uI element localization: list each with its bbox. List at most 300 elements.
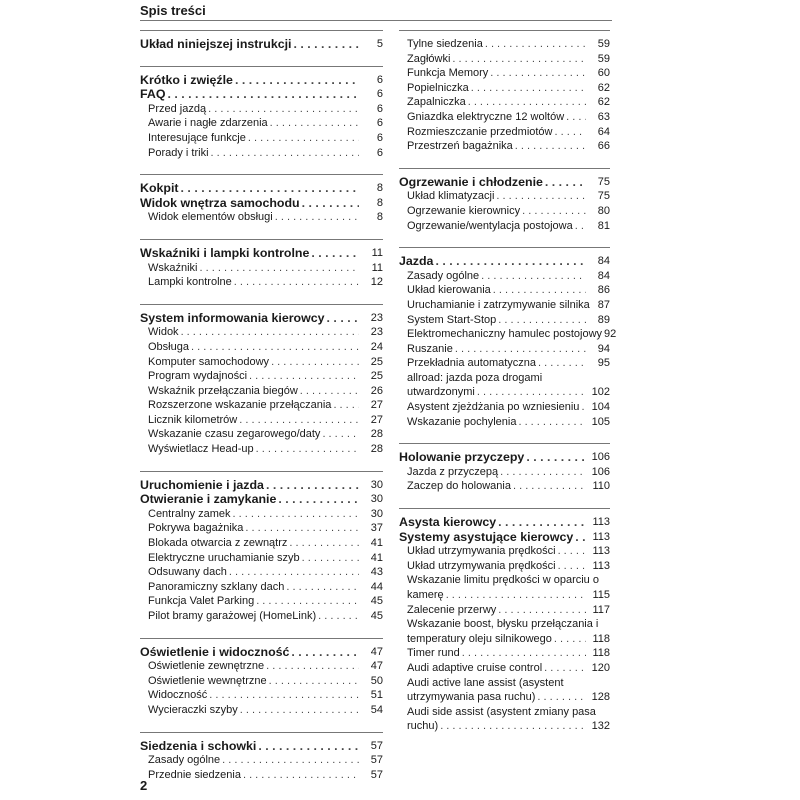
toc-entry-label: Asysta kierowcy	[399, 515, 497, 530]
toc-entry[interactable]	[399, 690, 610, 705]
dot-leader	[518, 415, 586, 430]
toc-page-number: 64	[597, 125, 610, 138]
toc-entry[interactable]	[399, 283, 610, 298]
toc-page-number: 30	[370, 493, 383, 506]
toc-entry-label: Otwieranie i zamykanie	[140, 492, 277, 507]
toc-entry-label: Przednie siedzenia	[148, 768, 241, 781]
toc-entry-label: Tylne siedzenia	[407, 38, 483, 50]
toc-entry-label: FAQ	[140, 87, 166, 102]
toc-entry-label: Uruchomienie i jazda	[140, 477, 264, 492]
toc-page-number: 60	[597, 67, 610, 80]
toc-section	[399, 30, 610, 154]
toc-entry[interactable]	[140, 427, 383, 442]
toc-chapter[interactable]	[140, 246, 383, 261]
toc-entry-label: Wskazanie pochylenia	[407, 415, 517, 428]
toc-entry-label: ruchu)	[407, 720, 439, 733]
toc-entry[interactable]	[140, 768, 383, 783]
toc-page-number: 43	[370, 566, 383, 579]
dot-leader	[544, 661, 586, 676]
toc-entry-label: Rozszerzone wskazanie przełączania	[148, 399, 332, 412]
toc-entry-label: Elektryczne uruchamianie szyb	[148, 551, 300, 564]
toc-entry[interactable]	[140, 594, 383, 609]
toc-page-number: 30	[370, 478, 383, 491]
toc-entry-label: Układ kierowania	[407, 284, 491, 297]
dot-leader	[239, 413, 359, 428]
dot-leader	[477, 385, 586, 400]
toc-entry[interactable]	[399, 269, 610, 284]
toc-entry[interactable]	[140, 703, 383, 718]
dot-leader	[270, 116, 359, 131]
toc-entry[interactable]	[140, 536, 383, 551]
toc-page-number: 75	[597, 175, 610, 188]
toc-entry-label: Centralny zamek	[148, 507, 231, 520]
toc-entry-label-line: Wskazanie limitu prędkości w oparciu o	[407, 574, 599, 587]
toc-entry[interactable]	[399, 646, 610, 661]
dot-leader	[468, 95, 586, 110]
toc-entry-label: Licznik kilometrów	[148, 413, 238, 426]
toc-page-number: 89	[597, 313, 610, 326]
toc-entry-label: Uruchamianie i zatrzymywanie silnika	[407, 298, 590, 311]
toc-page-number: 57	[370, 768, 383, 781]
toc-page-number: 27	[370, 413, 383, 426]
toc-section	[399, 168, 610, 233]
dot-leader	[167, 87, 359, 102]
dot-leader	[258, 739, 359, 754]
header-rule	[140, 20, 612, 21]
toc-entry-label: Wycieraczki szyby	[148, 703, 238, 716]
toc-page-number: 5	[376, 38, 383, 50]
dot-leader	[515, 139, 586, 154]
dot-leader	[498, 515, 586, 530]
toc-page-number: 94	[597, 342, 610, 355]
toc-page-number: 105	[591, 415, 610, 428]
toc-page-number: 6	[376, 102, 383, 115]
toc-page-number: 113	[592, 559, 610, 572]
toc-chapter[interactable]	[140, 87, 383, 102]
toc-entry-label: Program wydajności	[148, 370, 248, 383]
dot-leader	[555, 125, 587, 140]
toc-entry-label: Wyświetlacz Head-up	[148, 443, 254, 456]
toc-entry[interactable]	[140, 275, 383, 290]
dot-leader	[558, 559, 586, 574]
dot-leader	[558, 544, 586, 559]
toc-entry[interactable]	[399, 95, 610, 110]
toc-page-number: 30	[370, 507, 383, 520]
toc-entry[interactable]	[140, 753, 383, 768]
dot-leader	[275, 210, 359, 225]
toc-entry[interactable]	[399, 544, 610, 559]
toc-chapter[interactable]	[140, 37, 383, 52]
dot-leader	[455, 342, 586, 357]
toc-entry[interactable]	[140, 210, 383, 225]
toc-entry[interactable]	[140, 340, 383, 355]
toc-chapter[interactable]	[399, 530, 610, 545]
toc-entry[interactable]	[140, 398, 383, 413]
dot-leader	[440, 719, 586, 734]
toc-section	[140, 732, 383, 783]
dot-leader	[234, 275, 359, 290]
toc-entry[interactable]	[399, 66, 610, 81]
toc-entry[interactable]	[399, 632, 610, 647]
toc-page-number: 23	[370, 311, 383, 324]
toc-page-number: 45	[370, 595, 383, 608]
toc-entry-label: Przekładnia automatyczna	[407, 357, 537, 370]
toc-column-left	[140, 30, 383, 796]
toc-entry-label: Zasady ogólne	[407, 269, 480, 282]
dot-leader	[243, 768, 359, 783]
dot-leader	[327, 311, 359, 326]
toc-entry[interactable]	[140, 551, 383, 566]
toc-page-number: 113	[592, 545, 610, 558]
toc-entry-label: utrzymywania pasa ruchu)	[407, 691, 536, 704]
toc-entry[interactable]	[399, 327, 617, 342]
toc-entry-label: Zasady ogólne	[148, 754, 221, 767]
toc-page-number: 28	[370, 443, 383, 456]
toc-entry-label: Porady i triki	[148, 146, 209, 159]
toc-page-number: 37	[370, 522, 383, 535]
toc-page-number: 47	[370, 645, 383, 658]
toc-section	[140, 471, 383, 624]
toc-entry-label: Widok	[148, 326, 179, 339]
dot-leader	[471, 81, 586, 96]
toc-entry-label: Jazda z przyczepą	[407, 465, 499, 478]
toc-page-number: 26	[370, 384, 383, 397]
toc-page-number: 8	[376, 182, 383, 195]
toc-entry[interactable]	[399, 125, 610, 140]
toc-page-number: 63	[597, 110, 610, 123]
toc-entry[interactable]	[399, 400, 610, 415]
toc-page-number: 115	[592, 589, 610, 601]
dot-leader	[249, 369, 359, 384]
toc-entry-label: Układ niniejszej instrukcji	[140, 37, 292, 51]
toc-entry-label: Wskaźniki i lampki kontrolne	[140, 245, 310, 260]
dot-leader	[245, 521, 359, 536]
dot-leader	[452, 52, 586, 67]
dot-leader	[322, 427, 359, 442]
toc-entry-label: Widok elementów obsługi	[148, 211, 273, 224]
dot-leader	[235, 73, 359, 88]
toc-entry-label: Gniazdka elektryczne 12 woltów	[407, 110, 565, 123]
toc-entry[interactable]	[399, 189, 610, 204]
toc-section	[399, 247, 617, 429]
dot-leader	[229, 565, 359, 580]
toc-chapter[interactable]	[399, 450, 610, 465]
toc-page-number: 6	[376, 73, 383, 86]
toc-entry-label: Elektromechaniczny hamulec postojowy	[407, 328, 603, 341]
dot-leader	[200, 261, 359, 276]
toc-entry-label: Asystent zjeżdżania po wzniesieniu	[407, 401, 580, 414]
toc-page-number: 62	[597, 81, 610, 94]
toc-section	[399, 443, 610, 494]
toc-entry[interactable]	[140, 688, 383, 703]
toc-entry-label: Funkcja Memory	[407, 67, 489, 80]
toc-entry-label: Systemy asystujące kierowcy	[399, 529, 574, 544]
toc-entry[interactable]	[140, 116, 383, 131]
dot-leader	[291, 645, 359, 660]
toc-entry-label: Rozmieszczanie przedmiotów	[407, 125, 553, 138]
toc-section	[140, 239, 383, 290]
toc-entry-label: utwardzonymi	[407, 386, 475, 399]
dot-leader	[266, 478, 359, 493]
toc-entry-label: Oświetlenie i widoczność	[140, 644, 290, 659]
toc-entry-label: Oświetlenie wewnętrzne	[148, 674, 267, 687]
dot-leader	[435, 254, 586, 269]
toc-entry-label: Odsuwany dach	[148, 566, 227, 579]
toc-entry[interactable]	[399, 661, 610, 676]
toc-page-number: 75	[597, 190, 610, 203]
toc-entry-label-line: Audi active lane assist (asystent	[407, 676, 564, 689]
toc-page-number: 95	[597, 357, 610, 370]
toc-entry[interactable]	[399, 465, 610, 480]
toc-page-number: 86	[597, 284, 610, 297]
dot-leader	[302, 196, 359, 211]
toc-entry[interactable]	[399, 719, 610, 734]
toc-entry[interactable]	[399, 52, 610, 67]
toc-page-number: 84	[597, 269, 610, 282]
dot-leader	[481, 269, 586, 284]
toc-page-number: 102	[591, 386, 610, 399]
toc-entry[interactable]	[399, 385, 610, 400]
toc-page-number: 118	[592, 647, 610, 660]
toc-page-number: 110	[592, 480, 610, 493]
dot-leader	[554, 632, 586, 647]
toc-entry-label: Awarie i nagłe zdarzenia	[148, 117, 268, 130]
toc-chapter[interactable]	[140, 73, 383, 88]
dot-leader	[300, 384, 359, 399]
dot-leader	[575, 530, 586, 545]
toc-page-number: 44	[370, 580, 383, 593]
toc-entry[interactable]	[140, 413, 383, 428]
toc-page-number: 25	[370, 370, 383, 383]
toc-entry[interactable]	[399, 37, 610, 52]
toc-page-number: 51	[370, 689, 383, 702]
toc-entry[interactable]	[140, 580, 383, 595]
toc-entry[interactable]	[399, 204, 610, 219]
toc-chapter[interactable]	[140, 739, 383, 754]
toc-entry[interactable]	[399, 139, 610, 154]
toc-entry-label: Obsługa	[148, 340, 189, 353]
toc-entry-label: Popielniczka	[407, 81, 469, 94]
toc-entry-label: Blokada otwarcia z zewnątrz	[148, 537, 288, 550]
dot-leader	[575, 219, 586, 234]
toc-entry-label: Zaczep do holowania	[407, 480, 511, 493]
toc-page-number: 23	[370, 326, 383, 339]
toc-entry-label: Ogrzewanie kierownicy	[407, 204, 521, 217]
toc-entry[interactable]	[140, 102, 383, 117]
toc-entry[interactable]	[140, 565, 383, 580]
toc-page-number: 6	[376, 131, 383, 144]
toc-entry-label: Ruszanie	[407, 342, 453, 355]
toc-section	[140, 66, 383, 161]
dot-leader	[500, 465, 586, 480]
dot-leader	[311, 246, 359, 261]
toc-entry-label: Wskazanie czasu zegarowego/daty	[148, 428, 321, 441]
toc-page-number: 6	[376, 117, 383, 130]
dot-leader	[462, 646, 586, 661]
toc-entry[interactable]	[140, 325, 383, 340]
toc-entry-label: Wskaźniki	[148, 261, 198, 274]
toc-chapter[interactable]	[140, 478, 383, 493]
toc-entry-label: Przestrzeń bagażnika	[407, 140, 513, 153]
toc-entry-label: Przed jazdą	[148, 102, 207, 115]
toc-entry-label: Ogrzewanie i chłodzenie	[399, 174, 543, 189]
dot-leader	[566, 110, 586, 125]
toc-entry-label: kamerę	[407, 589, 444, 601]
dot-leader	[485, 37, 586, 52]
toc-entry-label: Lampki kontrolne	[148, 276, 232, 289]
toc-entry-label: System Start-Stop	[407, 313, 497, 326]
toc-page-number: 59	[597, 52, 610, 65]
toc-entry-label: Pokrywa bagażnika	[148, 522, 244, 535]
dot-leader	[498, 603, 586, 618]
dot-leader	[278, 492, 359, 507]
dot-leader	[181, 181, 359, 196]
toc-page-number: 80	[597, 204, 610, 217]
toc-entry-label: Układ utrzymywania prędkości	[407, 559, 556, 572]
dot-leader	[302, 551, 359, 566]
toc-entry-label: temperatury oleju silnikowego	[407, 632, 552, 645]
toc-chapter[interactable]	[140, 492, 383, 507]
toc-column-right	[399, 30, 617, 748]
toc-entry-label: Układ utrzymywania prędkości	[407, 545, 556, 558]
toc-entry[interactable]	[399, 342, 610, 357]
toc-entry[interactable]	[140, 521, 383, 536]
toc-entry[interactable]	[399, 81, 610, 96]
dot-leader	[209, 688, 359, 703]
dot-leader	[208, 102, 359, 117]
dot-leader	[496, 189, 586, 204]
toc-entry[interactable]	[140, 674, 383, 689]
toc-entry-label: Ogrzewanie/wentylacja postojowa	[407, 219, 573, 232]
toc-entry-label: Widok wnętrza samochodu	[140, 195, 300, 210]
dot-leader	[289, 536, 359, 551]
toc-page-number: 8	[376, 211, 383, 224]
toc-page-number: 11	[371, 261, 383, 274]
dot-leader	[490, 66, 586, 81]
toc-page-number: 87	[597, 298, 610, 311]
toc-page-number: 113	[592, 530, 610, 543]
toc-page-number: 106	[591, 465, 610, 478]
dot-leader	[513, 479, 586, 494]
toc-page-number: 28	[370, 428, 383, 441]
dot-leader	[256, 594, 359, 609]
dot-leader	[191, 340, 359, 355]
dot-leader	[240, 703, 359, 718]
toc-entry[interactable]	[399, 415, 610, 430]
toc-entry[interactable]	[140, 507, 383, 522]
toc-entry-label: Krótko i zwięźle	[140, 72, 233, 87]
toc-entry-label: Holowanie przyczepy	[399, 450, 525, 465]
toc-page-number: 24	[370, 340, 383, 353]
toc-entry-label: Pilot bramy garażowej (HomeLink)	[148, 610, 317, 622]
toc-entry[interactable]	[399, 110, 610, 125]
toc-entry[interactable]	[140, 369, 383, 384]
toc-page-number: 27	[370, 399, 383, 412]
toc-chapter[interactable]	[140, 311, 383, 326]
toc-entry[interactable]	[399, 603, 610, 618]
toc-entry-label: Wskaźnik przełączania biegów	[148, 384, 298, 397]
toc-chapter[interactable]	[140, 196, 383, 211]
toc-page-number: 12	[370, 276, 383, 289]
toc-page-number: 104	[591, 401, 610, 414]
toc-entry-label: Funkcja Valet Parking	[148, 595, 255, 608]
toc-chapter[interactable]	[399, 254, 610, 269]
toc-entry[interactable]	[399, 298, 610, 313]
toc-entry[interactable]	[140, 609, 383, 624]
toc-entry-label: Siedzenia i schowki	[140, 738, 257, 753]
toc-entry-label-line: Wskazanie boost, błysku przełączania i	[407, 618, 599, 631]
toc-entry[interactable]	[140, 659, 383, 674]
toc-entry-label: System informowania kierowcy	[140, 310, 325, 325]
toc-entry[interactable]	[399, 313, 610, 328]
toc-section	[140, 638, 383, 718]
toc-entry-label: Oświetlenie zewnętrzne	[148, 660, 265, 673]
toc-page-number: 62	[597, 96, 610, 109]
toc-entry[interactable]	[140, 261, 383, 276]
toc-entry-label: Timer rund	[407, 647, 460, 660]
toc-chapter[interactable]	[399, 515, 610, 530]
toc-chapter[interactable]	[140, 181, 383, 196]
toc-chapter[interactable]	[399, 175, 610, 190]
toc-page-number: 117	[592, 603, 610, 616]
toc-section	[140, 30, 383, 52]
toc-page-number: 84	[597, 255, 610, 268]
toc-entry[interactable]	[399, 588, 610, 603]
toc-page-number: 66	[597, 140, 610, 153]
toc-page-number: 41	[370, 537, 383, 550]
toc-page-number: 45	[370, 610, 383, 622]
dot-leader	[526, 450, 586, 465]
toc-page-number: 106	[591, 451, 610, 464]
toc-entry[interactable]	[140, 355, 383, 370]
toc-entry-label: Jazda	[399, 254, 434, 269]
dot-leader	[446, 588, 586, 603]
toc-entry-label: Zagłówki	[407, 52, 451, 65]
toc-entry-label: Interesujące funkcje	[148, 131, 246, 144]
dot-leader	[286, 580, 359, 595]
toc-page-number: 118	[592, 632, 610, 645]
toc-entry-label: Panoramiczny szklany dach	[148, 580, 285, 593]
toc-entry[interactable]	[140, 384, 383, 399]
toc-entry[interactable]	[399, 356, 610, 371]
toc-section	[140, 174, 383, 225]
toc-page-number: 6	[376, 88, 383, 101]
dot-leader	[545, 175, 586, 190]
dot-leader	[294, 37, 360, 52]
toc-page-number: 41	[370, 551, 383, 564]
toc-entry[interactable]	[399, 479, 610, 494]
toc-page-number: 25	[370, 355, 383, 368]
toc-section	[399, 508, 610, 734]
toc-entry[interactable]	[399, 219, 610, 234]
dot-leader	[269, 674, 359, 689]
toc-page-number: 47	[370, 660, 383, 673]
dot-leader	[333, 398, 359, 413]
toc-entry[interactable]	[399, 559, 610, 574]
toc-entry[interactable]	[140, 442, 383, 457]
toc-page-number: 128	[591, 691, 610, 704]
toc-chapter[interactable]	[140, 645, 383, 660]
dot-leader	[493, 283, 586, 298]
toc-entry-label: Audi adaptive cruise control	[407, 661, 543, 674]
toc-page-number: 54	[370, 703, 383, 716]
dot-leader	[537, 690, 586, 705]
page-header-title: Spis treści	[140, 3, 206, 18]
toc-entry[interactable]	[140, 146, 383, 161]
toc-entry-label: Zapalniczka	[407, 96, 466, 109]
toc-entry-label: Widoczność	[148, 689, 208, 702]
toc-entry[interactable]	[140, 131, 383, 146]
